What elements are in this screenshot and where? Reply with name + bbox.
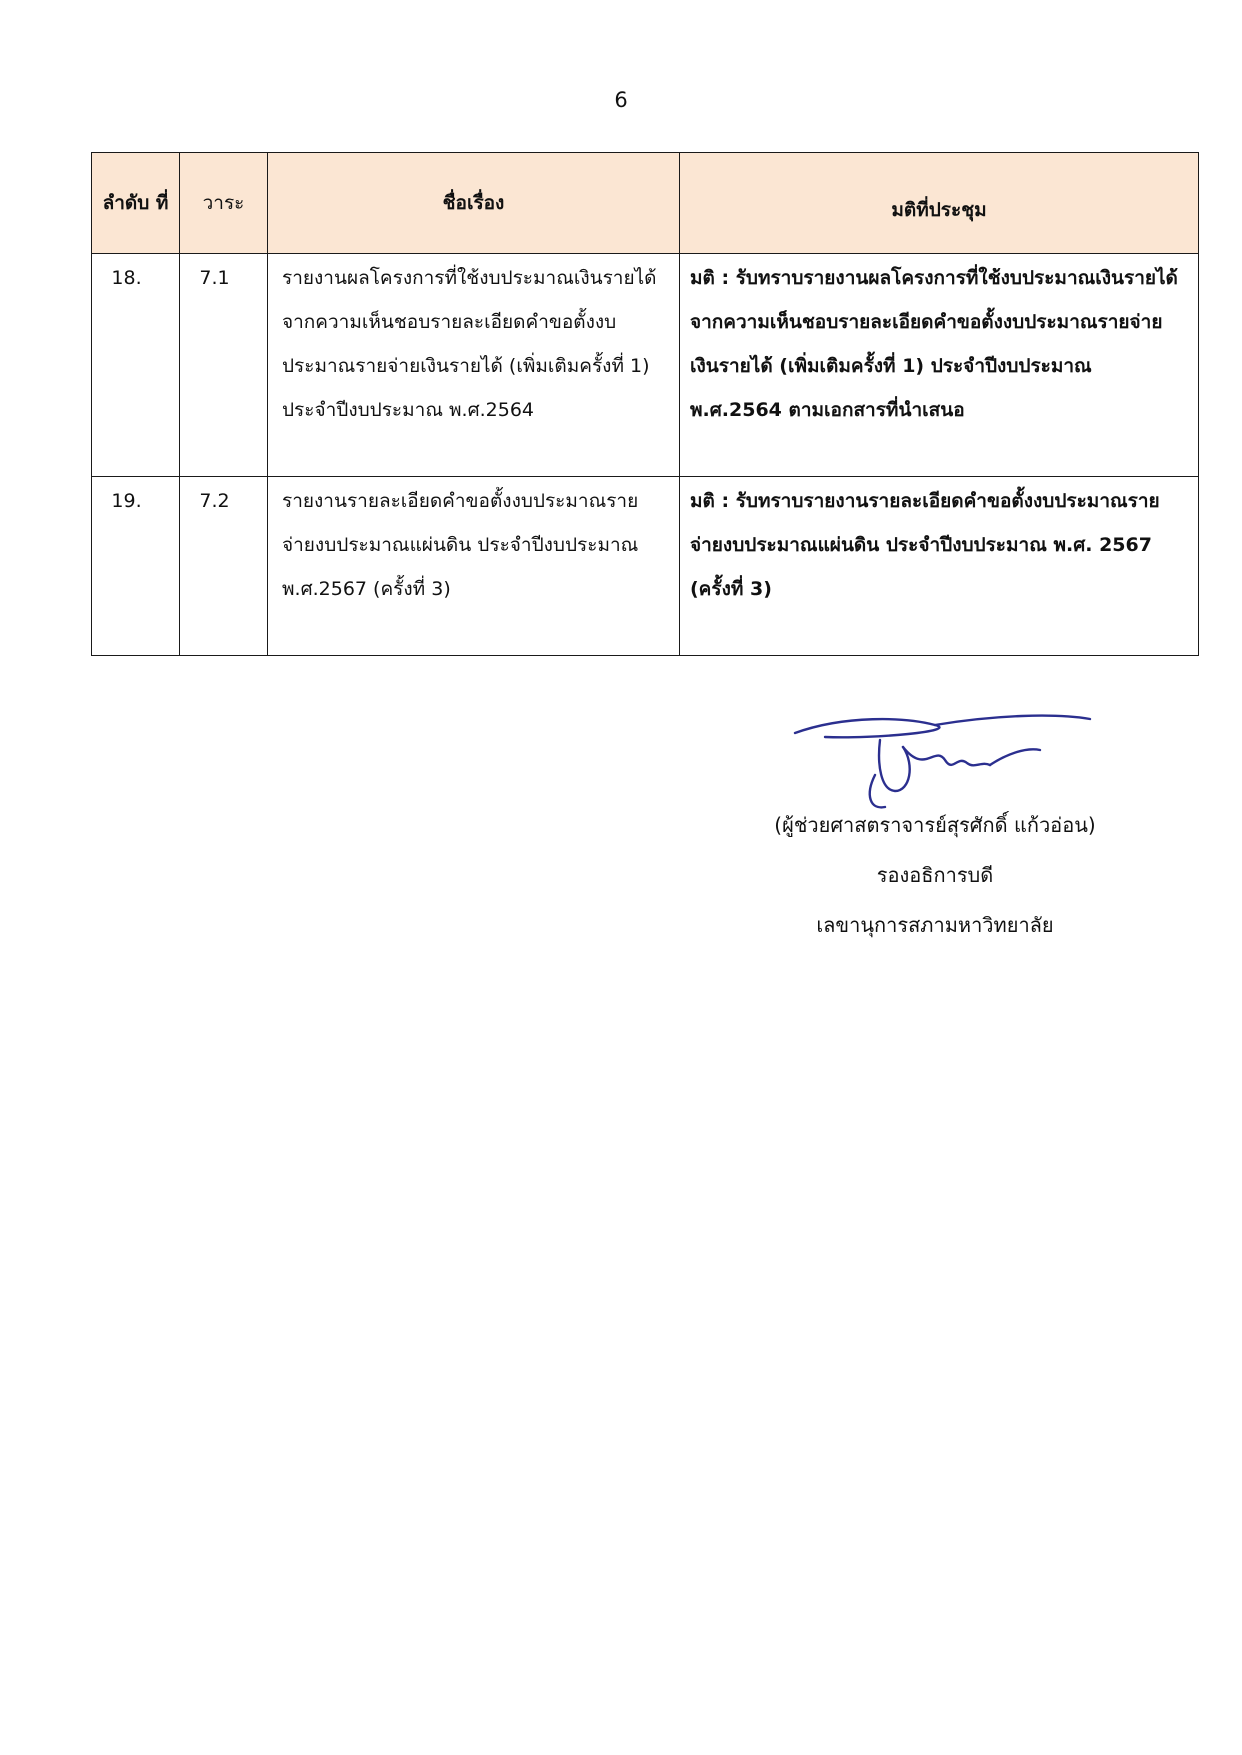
row-order: 18. — [92, 254, 180, 477]
row-subject: รายงานรายละเอียดคำขอตั้งงบประมาณรายจ่ายงบประมาณแผ่นดิน ประจำปีงบประมาณ พ.ศ.2567 (ครั้งที่ 3) — [268, 477, 680, 656]
row-agenda: 7.2 — [180, 477, 268, 656]
table-row — [92, 477, 1199, 656]
page-number: 6 — [614, 88, 628, 112]
signatory-position: รองอธิการบดี — [876, 863, 994, 887]
header-order: ลำดับ ที่ — [92, 153, 180, 254]
signatory-name: (ผู้ช่วยศาสตราจารย์สุรศักดิ์ แก้วอ่อน) — [774, 813, 1096, 837]
table-row — [92, 254, 1199, 477]
row-subject: รายงานผลโครงการที่ใช้งบประมาณเงินรายได้ จากความเห็นชอบรายละเอียดคำขอตั้งงบประมาณรายจ่ายเงินรายได้ (เพิ่มเติมครั้งที่ 1) ประจำปีงบประมาณ พ.ศ.2564 — [268, 254, 680, 477]
row-resolution: มติ : รับทราบรายงานผลโครงการที่ใช้งบประมาณเงินรายได้ จากความเห็นชอบรายละเอียดคำขอตั้งงบประมาณรายจ่ายเงินรายได้ (เพิ่มเติมครั้งที่ 1) ประจำปีงบประมาณ พ.ศ.2564 ตามเอกสารที่นำเสนอ — [680, 254, 1199, 477]
table-header-row — [92, 153, 1199, 254]
row-resolution: มติ : รับทราบรายงานรายละเอียดคำขอตั้งงบประมาณรายจ่ายงบประมาณแผ่นดิน ประจำปีงบประมาณ พ.ศ. 2567 (ครั้งที่ 3) — [680, 477, 1199, 656]
row-order: 19. — [92, 477, 180, 656]
header-resolution: มติที่ประชุม — [680, 153, 1199, 254]
signatory-block — [730, 800, 1140, 950]
handwritten-signature — [785, 705, 1105, 815]
header-subject: ชื่อเรื่อง — [268, 153, 680, 254]
signatory-role: เลขานุการสภามหาวิทยาลัย — [816, 913, 1054, 937]
row-agenda: 7.1 — [180, 254, 268, 477]
meeting-agenda-table — [91, 152, 1199, 656]
header-agenda: วาระ — [180, 153, 268, 254]
